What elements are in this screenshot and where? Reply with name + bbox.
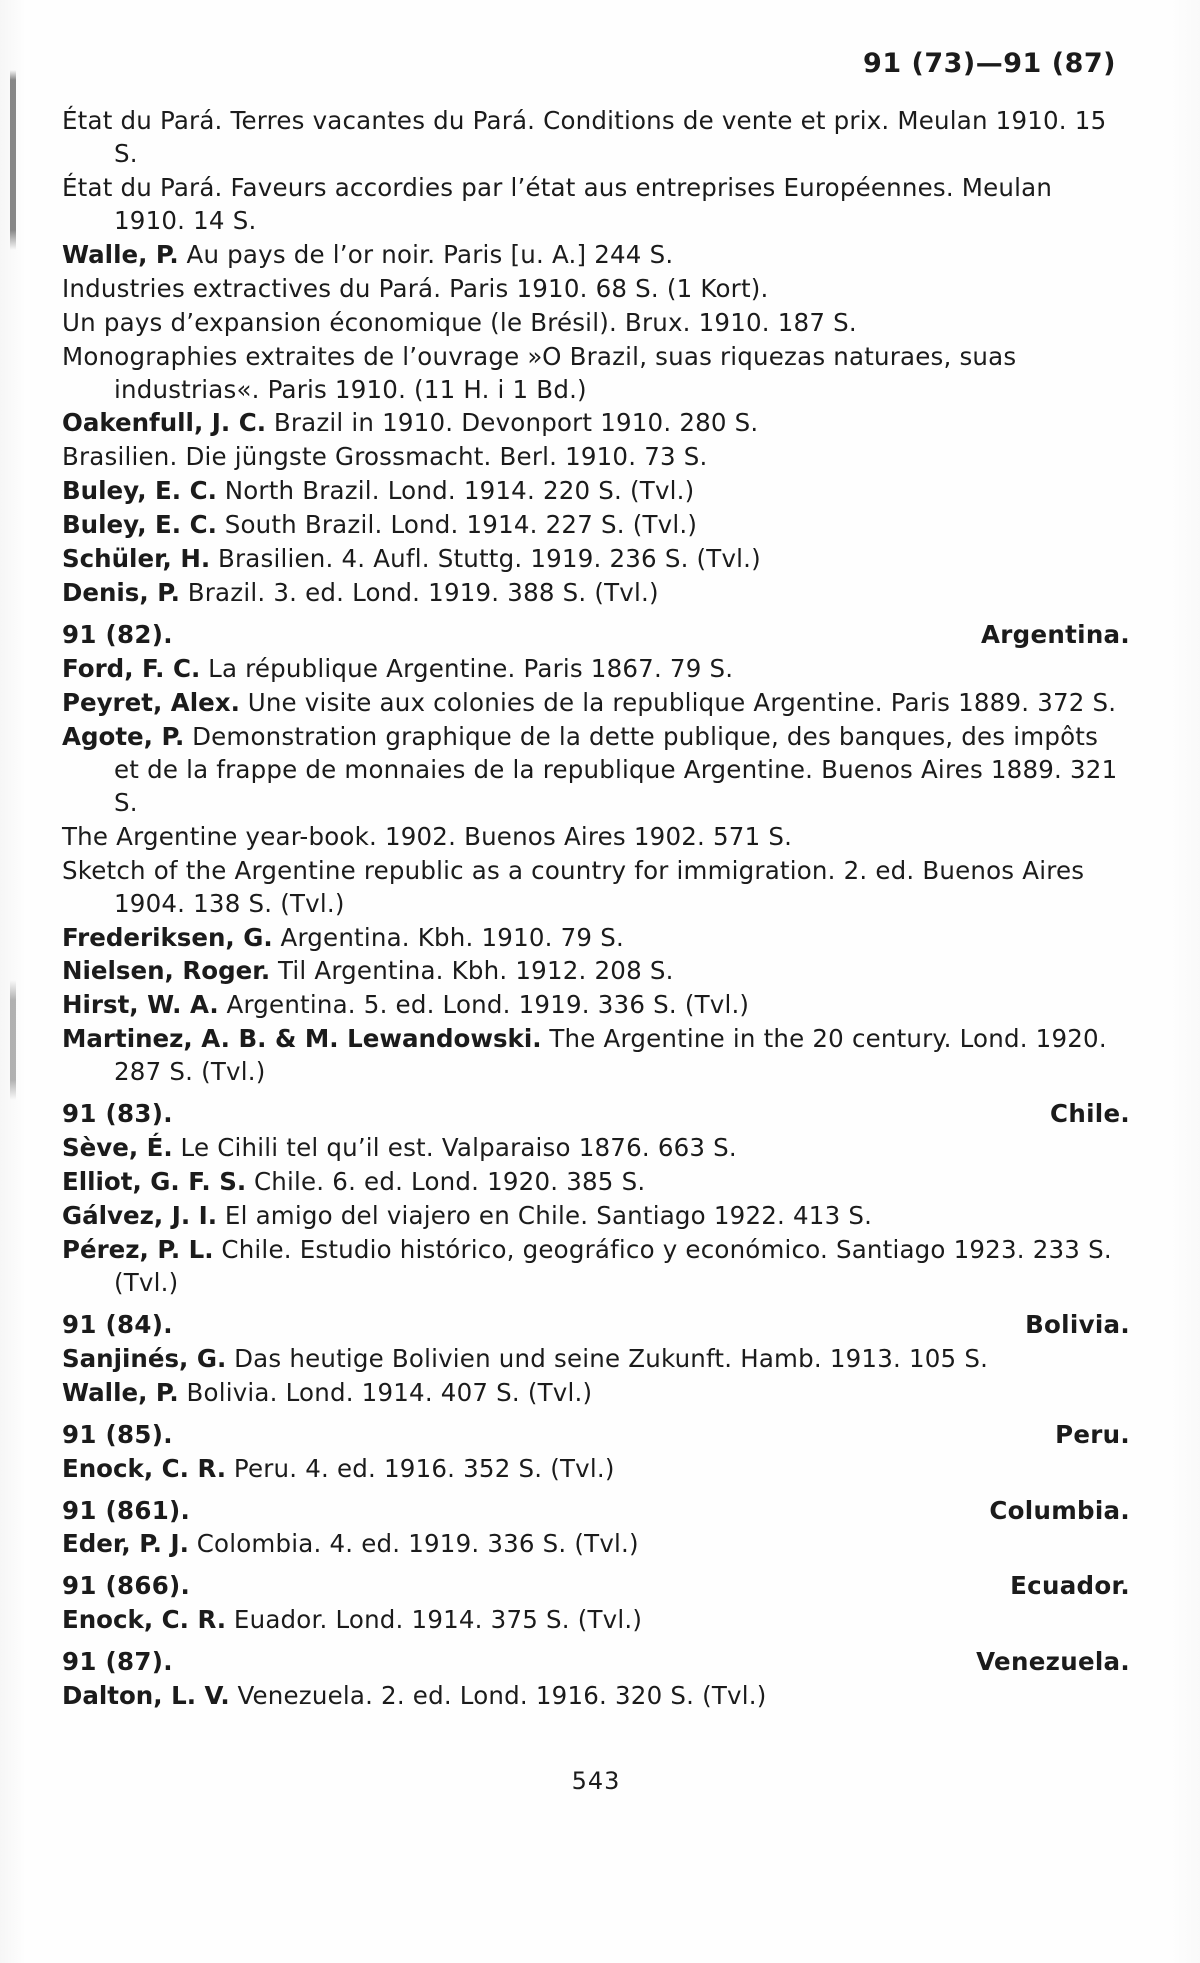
section-classification-number: 91 (87). <box>62 1647 173 1677</box>
running-head: 91 (73)—91 (87) <box>863 48 1116 79</box>
entry-text: Une visite aux colonies de la republique Argentine. Paris 1889. 372 S. <box>247 687 1117 717</box>
bibliography-entry <box>62 1680 1130 1713</box>
entry-text: Colombia. 4. ed. 1919. 336 S. (Tvl.) <box>196 1529 639 1559</box>
bibliography-entry <box>62 273 1130 306</box>
entry-text: Un pays d’expansion économique (le Brésil). Brux. 1910. 187 S. <box>62 307 857 337</box>
section-country-label: Argentina. <box>980 620 1130 650</box>
bibliography-entry <box>62 1023 1130 1089</box>
bibliography-entry <box>62 577 1130 610</box>
entry-text: North Brazil. Lond. 1914. 220 S. (Tvl.) <box>224 476 695 506</box>
entry-text: Au pays de l’or noir. Paris [u. A.] 244 S. <box>186 239 674 269</box>
entry-text: État du Pará. Terres vacantes du Pará. Conditions de vente et prix. Meulan 1910. 15 S. <box>62 106 1107 168</box>
entry-text: El amigo del viajero en Chile. Santiago 1922. 413 S. <box>224 1201 873 1230</box>
entry-text: Sketch of the Argentine republic as a country for immigration. 2. ed. Buenos Aires 1904. 138 S. (Tvl.) <box>62 855 1085 918</box>
entry-text: Brasilien. Die jüngste Grossmacht. Berl. 1910. 73 S. <box>62 442 708 472</box>
bibliography-entry <box>62 441 1130 474</box>
page-edge-artifact <box>10 0 16 1963</box>
bibliography-entry <box>62 1377 1130 1410</box>
section-country-label: Chile. <box>1050 1099 1130 1129</box>
bibliography-entry <box>62 1453 1130 1486</box>
entry-text: Brasilien. 4. Aufl. Stuttg. 1919. 236 S. (Tvl.) <box>218 544 761 574</box>
section-heading <box>62 1495 1130 1528</box>
entry-text: Das heutige Bolivien und seine Zukunft. Hamb. 1913. 105 S. <box>234 1343 989 1373</box>
section-list <box>62 619 1130 1713</box>
entry-author: Ford, F. C. <box>62 654 201 683</box>
entry-author: Elliot, G. F. S. <box>62 1167 247 1197</box>
entry-author: Gálvez, J. I. <box>62 1201 218 1230</box>
bibliography-entry <box>62 1528 1130 1561</box>
bibliography-entry <box>62 1604 1130 1637</box>
section-heading <box>62 1309 1130 1342</box>
entry-author: Buley, E. C. <box>62 476 217 506</box>
section-classification-number: 91 (85). <box>62 1419 173 1449</box>
entry-text: Monographies extraites de l’ouvrage »O Brazil, suas riquezas naturaes, suas industrias«. Paris 1910. (11 H. i 1 Bd.) <box>62 341 1017 404</box>
entry-author: Dalton, L. V. <box>62 1681 230 1711</box>
entry-text: Industries extractives du Pará. Paris 1910. 68 S. (1 Kort). <box>62 273 769 303</box>
section-classification-number: 91 (83). <box>62 1099 173 1129</box>
entry-text: Euador. Lond. 1914. 375 S. (Tvl.) <box>233 1605 643 1635</box>
bibliography-entry <box>62 475 1130 508</box>
entry-text: Argentina. Kbh. 1910. 79 S. <box>280 922 624 952</box>
bibliography-entry <box>62 341 1130 407</box>
entry-text: Chile. Estudio histórico, geográfico y económico. Santiago 1923. 233 S. (Tvl.) <box>114 1234 1112 1297</box>
bibliography-entry <box>62 239 1130 272</box>
section-classification-number: 91 (82). <box>62 620 173 650</box>
bibliography-entry <box>62 653 1130 686</box>
entry-text: Til Argentina. Kbh. 1912. 208 S. <box>277 956 674 986</box>
section-classification-number: 91 (866). <box>62 1571 191 1601</box>
section-heading <box>62 1098 1130 1131</box>
bibliography-body <box>62 105 1130 1713</box>
entry-text: Peru. 4. ed. 1916. 352 S. (Tvl.) <box>233 1453 615 1483</box>
entry-author: Oakenfull, J. C. <box>62 408 267 438</box>
entry-author: Nielsen, Roger. <box>62 956 271 986</box>
section-classification-number: 91 (84). <box>62 1309 173 1339</box>
entry-author: Enock, C. R. <box>62 1605 227 1635</box>
section-heading <box>62 1646 1130 1679</box>
entry-text: Le Cihili tel qu’il est. Valparaiso 1876. 663 S. <box>180 1133 737 1163</box>
entry-author: Frederiksen, G. <box>62 922 273 952</box>
bibliography-entry <box>62 509 1130 542</box>
entry-text: The Argentine in the 20 century. Lond. 1920. 287 S. (Tvl.) <box>114 1024 1107 1087</box>
entry-author: Walle, P. <box>62 1377 179 1407</box>
bibliography-entry <box>62 407 1130 440</box>
section-country-label: Venezuela. <box>976 1647 1130 1677</box>
entry-text: Demonstration graphique de la dette publique, des banques, des impôts et de la frappe de monnaies de la republique Argentine. Buenos Aires 1889. 321 S. <box>114 721 1118 817</box>
entry-text: Chile. 6. ed. Lond. 1920. 385 S. <box>253 1167 646 1197</box>
entry-author: Pérez, P. L. <box>62 1234 214 1264</box>
entry-text: Venezuela. 2. ed. Lond. 1916. 320 S. (Tvl.) <box>237 1681 767 1711</box>
bibliography-entry <box>62 989 1130 1022</box>
section-classification-number: 91 (861). <box>62 1495 191 1525</box>
entry-text: La république Argentine. Paris 1867. 79 S. <box>208 654 734 683</box>
page-number: 543 <box>571 1767 621 1796</box>
entry-author: Martinez, A. B. & M. Lewandowski. <box>62 1024 542 1054</box>
bibliography-entry <box>62 105 1130 171</box>
bibliography-entry <box>62 821 1130 854</box>
section-heading <box>62 619 1130 652</box>
entry-author: Schüler, H. <box>62 544 211 574</box>
entry-author: Sève, É. <box>62 1133 173 1163</box>
entry-author: Buley, E. C. <box>62 510 217 540</box>
entry-author: Peyret, Alex. <box>62 687 240 717</box>
entry-author: Eder, P. J. <box>62 1529 189 1559</box>
bibliography-entry <box>62 543 1130 576</box>
section-heading <box>62 1419 1130 1452</box>
bibliography-entry <box>62 1166 1130 1199</box>
bibliography-entry <box>62 307 1130 340</box>
section-heading <box>62 1570 1130 1603</box>
entry-text: Argentina. 5. ed. Lond. 1919. 336 S. (Tvl.) <box>226 990 750 1020</box>
bibliography-entry <box>62 955 1130 988</box>
bibliography-entry <box>62 687 1130 720</box>
entry-author: Agote, P. <box>62 721 185 751</box>
bibliography-entry <box>62 172 1130 238</box>
entry-text: État du Pará. Faveurs accordies par l’état aus entreprises Européennes. Meulan 1910. 14 S. <box>62 172 1053 235</box>
entry-group-brazil <box>62 105 1130 610</box>
entry-text: Bolivia. Lond. 1914. 407 S. (Tvl.) <box>186 1377 593 1407</box>
entry-text: The Argentine year-book. 1902. Buenos Aires 1902. 571 S. <box>62 821 793 851</box>
entry-text: Brazil in 1910. Devonport 1910. 280 S. <box>273 408 759 438</box>
entry-author: Sanjinés, G. <box>62 1343 227 1373</box>
bibliography-entry <box>62 855 1130 921</box>
bibliography-entry <box>62 1132 1130 1165</box>
bibliography-entry <box>62 1200 1130 1233</box>
entry-text: South Brazil. Lond. 1914. 227 S. (Tvl.) <box>224 510 698 540</box>
bibliography-entry <box>62 721 1130 820</box>
entry-author: Denis, P. <box>62 578 180 608</box>
bibliography-entry <box>62 922 1130 955</box>
section-country-label: Columbia. <box>989 1495 1130 1525</box>
section-country-label: Ecuador. <box>1010 1571 1130 1601</box>
bibliography-entry <box>62 1234 1130 1300</box>
section-country-label: Bolivia. <box>1025 1309 1130 1339</box>
entry-author: Enock, C. R. <box>62 1453 227 1483</box>
bibliography-entry <box>62 1343 1130 1376</box>
entry-text: Brazil. 3. ed. Lond. 1919. 388 S. (Tvl.) <box>187 578 659 608</box>
entry-author: Hirst, W. A. <box>62 990 219 1020</box>
section-country-label: Peru. <box>1055 1419 1130 1449</box>
entry-author: Walle, P. <box>62 239 179 269</box>
